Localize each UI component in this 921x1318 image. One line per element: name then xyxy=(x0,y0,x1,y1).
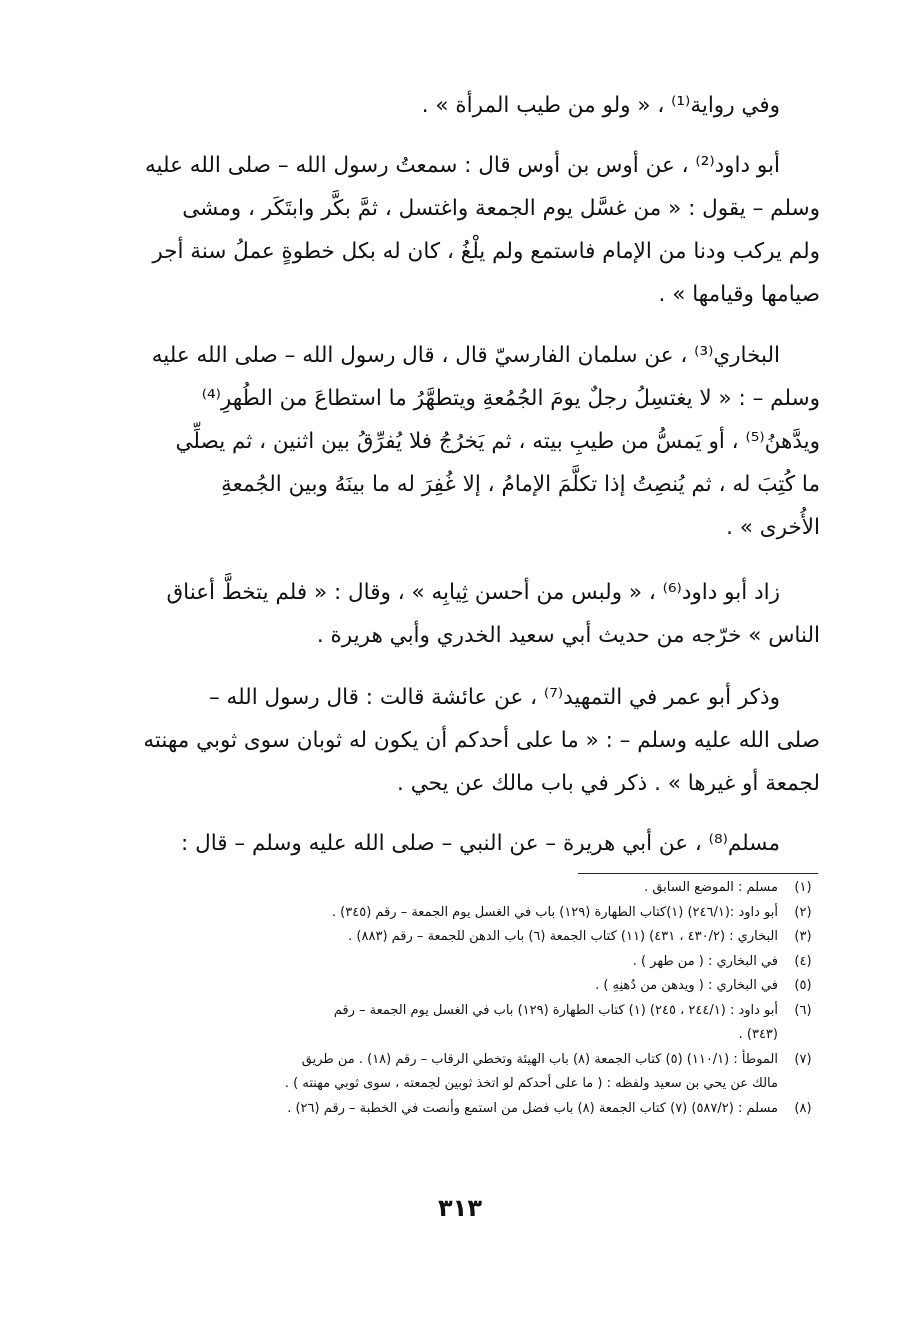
footnote xyxy=(110,950,820,975)
text-line: وسلم – : « لا يغتسِلُ رجلٌ يومَ الجُمُعةِ ويتطهَّرُ ما استطاعَ من الطُهرِ⁽⁴⁾ xyxy=(201,386,820,411)
footnote-number: (٤) xyxy=(794,953,812,969)
text-line: ولم يركب ودنا من الإمام فاستمع ولم يلْغُ ، كان له بكل خطوةٍ عملُ سنة أجر xyxy=(152,239,820,264)
footnote-text: الموطأ : (١١٠/١) (٥) كتاب الجمعة (٨) باب الهيئة وتخطي الرقاب – رقم (١٨) . من طريق xyxy=(301,1051,778,1067)
footnote-text: في البخاري : ( ويدهن من دُهنِهِ ) . xyxy=(595,978,778,993)
text-line: وفي رواية⁽¹⁾ ، « ولو من طيب المرأة » . xyxy=(421,93,780,118)
footnote-number: (٢) xyxy=(794,904,812,920)
footnotes xyxy=(110,876,820,1121)
footnote xyxy=(110,876,820,901)
footnote-text: مالك عن يحي بن سعيد ولفظه : ( ما على أحدكم لو اتخذ ثوبين لجمعته ، سوى ثوبي مهنته ) . xyxy=(284,1076,778,1091)
text-line: أبو داود⁽²⁾ ، عن أوس بن أوس قال : سمعتُ رسول الله – صلى الله عليه xyxy=(144,153,780,178)
text-line: وسلم – يقول : « من غسَّل يوم الجمعة واغتسل ، ثمَّ بكَّر وابتَكَر ، ومشى xyxy=(182,196,820,221)
footnote xyxy=(110,1048,820,1097)
footnote-text: أبو داود :(٢٤٦/١) (١)كتاب الطهارة (١٢٩) باب في الغسل يوم الجمعة – رقم (٣٤٥) . xyxy=(331,904,778,920)
footnote xyxy=(110,1097,820,1122)
text-line: لجمعة أو غيرها » . ذكر في باب مالك عن يحي . xyxy=(397,771,820,796)
footnote-text: مسلم : (٥٨٧/٢) (٧) كتاب الجمعة (٨) باب فضل من استمع وأنصت في الخطبة – رقم (٢٦) . xyxy=(287,1100,778,1116)
footnote-number: (٥) xyxy=(794,978,812,993)
text-line: ويدَّهنُ⁽⁵⁾ ، أو يَمسُّ من طيبِ بيته ، ثم يَخرُجُ فلا يُفرِّقُ بين اثنين ، ثم يصلِّي xyxy=(175,429,820,454)
text-line: مسلم⁽⁸⁾ ، عن أبي هريرة – عن النبي – صلى الله عليه وسلم – قال : xyxy=(181,831,780,856)
footnote-number: (٨) xyxy=(794,1100,812,1116)
text-line: وذكر أبو عمر في التمهيد⁽⁷⁾ ، عن عائشة قالت : قال رسول الله – xyxy=(208,685,780,710)
paragraph xyxy=(110,144,820,316)
text-line: زاد أبو داود⁽⁶⁾ ، « ولبس من أحسن ثِيابِه » ، وقال : « فلم يتخطَّ أعناق xyxy=(166,580,780,605)
footnote-number: (١) xyxy=(794,880,812,895)
footnote xyxy=(110,999,820,1048)
footnote-text: البخاري : (٤٣٠/٢ ، ٤٣١) (١١) كتاب الجمعة (٦) باب الدهن للجمعة – رقم (٨٨٣) . xyxy=(348,929,778,944)
footnote-number: (٧) xyxy=(794,1051,812,1067)
footnote xyxy=(110,901,820,926)
text-line: البخاري⁽³⁾ ، عن سلمان الفارسيّ قال ، قال رسول الله – صلى الله عليه xyxy=(151,343,780,368)
paragraph xyxy=(110,571,820,657)
text-line: الناس » خرّجه من حديث أبي سعيد الخدري وأبي هريرة . xyxy=(316,623,820,648)
footnote-text: في البخاري : ( من طهر ) . xyxy=(632,953,778,969)
footnote xyxy=(110,925,820,950)
footnote xyxy=(110,974,820,999)
paragraph xyxy=(110,676,820,805)
footnote-separator xyxy=(578,873,818,874)
paragraph xyxy=(110,822,820,865)
footnote-number: (٦) xyxy=(794,1002,812,1018)
page-number: ٣١٣ xyxy=(438,1194,482,1222)
text-line: الأُخرى » . xyxy=(726,515,820,540)
footnote-text: أبو داود : (٢٤٤/١ ، ٢٤٥) (١) كتاب الطهارة (١٢٩) باب في الغسل يوم الجمعة – رقم xyxy=(333,1002,778,1018)
text-line: ما كُتِبَ له ، ثم يُنصِتُ إذا تكلَّمَ الإمامُ ، إلا غُفِرَ له ما بينَهُ وبين الجُمعةِ xyxy=(221,472,820,497)
footnote-text: (٣٤٣) . xyxy=(738,1027,778,1042)
paragraph xyxy=(110,334,820,549)
footnote-number: (٣) xyxy=(794,929,812,944)
paragraph xyxy=(110,84,820,127)
footnote-text: مسلم : الموضع السابق . xyxy=(644,880,778,895)
text-line: صيامها وقيامها » . xyxy=(658,282,820,307)
text-line: صلى الله عليه وسلم – : « ما على أحدكم أن يكون له ثوبان سوى ثوبي مهنته xyxy=(143,728,820,753)
